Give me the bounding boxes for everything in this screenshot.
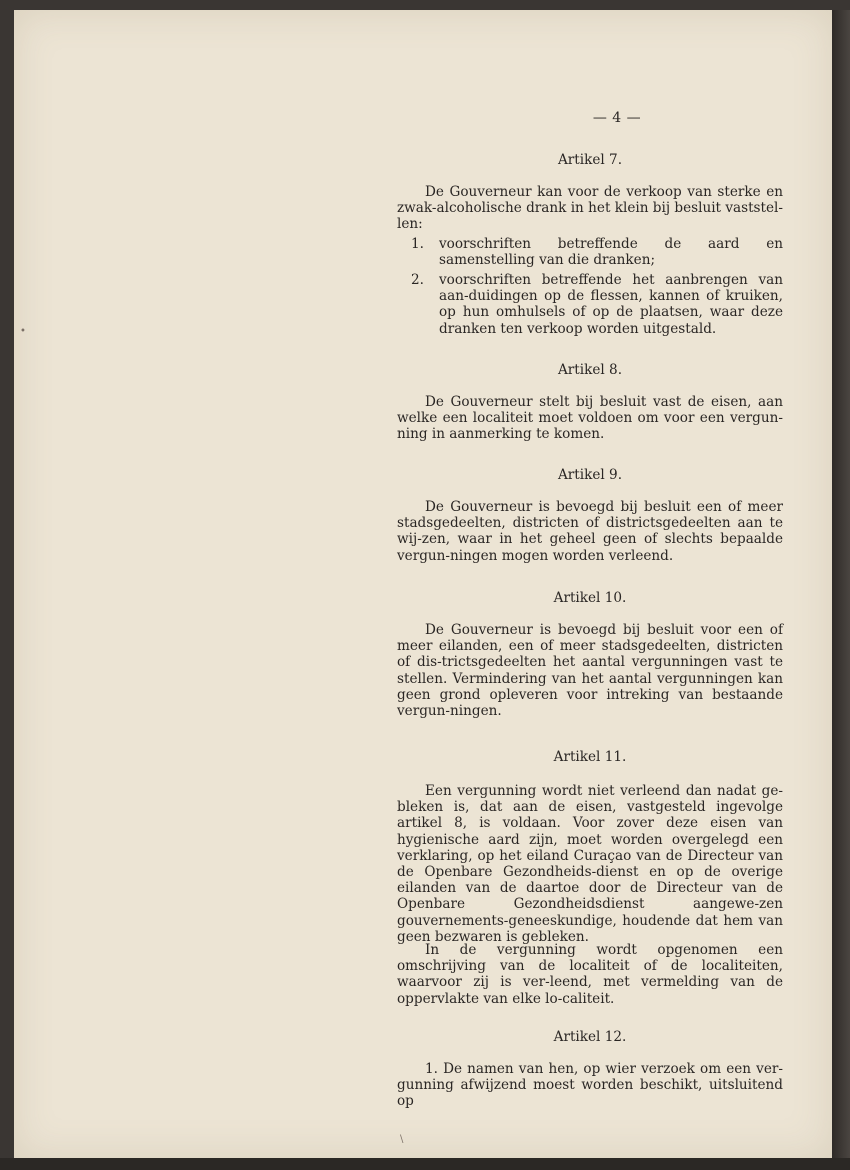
- article-7-item-1: [397, 236, 783, 268]
- page-number: — 4 —: [592, 110, 642, 126]
- article-10-text: De Gouverneur is bevoegd bij besluit voor een of meer eilanden, een of meer stadsgedeelten, districten of dis-trictsgedeelten het aantal vergunningen vast te stellen. Vermindering van het aantal vergunningen kan geen grond opleveren voor intreking van bestaande vergun-ningen.: [397, 622, 783, 720]
- article-9-heading: Artikel 9.: [557, 467, 623, 483]
- page-edge-right: [832, 10, 850, 1158]
- article-12-heading: Artikel 12.: [553, 1029, 627, 1045]
- article-8-text: De Gouverneur stelt bij besluit vast de eisen, aan welke een localiteit moet voldoen om voor een vergun-ning in aanmerking te komen.: [397, 394, 783, 443]
- article-11-heading: Artikel 11.: [553, 749, 627, 765]
- article-7-heading: Artikel 7.: [557, 152, 623, 168]
- document-page: [14, 10, 832, 1158]
- article-9-text: De Gouverneur is bevoegd bij besluit een of meer stadsgedeelten, districten of districtsgedeelten aan te wij-zen, waar in het geheel geen of slechts bepaalde vergun-ningen mogen worden verleend.: [397, 499, 783, 564]
- article-11-text-2: In de vergunning wordt opgenomen een omschrijving van de localiteit of de localiteiten, waarvoor zij is ver-leend, met vermelding van de oppervlakte van elke lo-caliteit.: [397, 942, 783, 1007]
- article-10-heading: Artikel 10.: [553, 590, 627, 606]
- margin-mark: \: [400, 1134, 404, 1145]
- item-number: 2.: [411, 272, 424, 288]
- article-7-intro: De Gouverneur kan voor de verkoop van sterke en zwak-alcoholische drank in het klein bij besluit vaststel-len:: [397, 184, 783, 233]
- article-7-item-2: [397, 272, 783, 337]
- article-8-heading: Artikel 8.: [557, 362, 623, 378]
- article-12-text: 1. De namen van hen, op wier verzoek om een ver-gunning afwijzend moest worden beschikt, uitsluitend op: [397, 1061, 783, 1110]
- item-text: voorschriften betreffende de aard en samenstelling van die dranken;: [439, 236, 783, 269]
- page-edge-bottom: [0, 1158, 850, 1170]
- item-text: voorschriften betreffende het aanbrengen van aan-duidingen op de flessen, kannen of kruiken, op hun omhulsels of op de plaatsen, waar deze dranken ten verkoop worden uitgestald.: [439, 272, 783, 337]
- article-11-text: Een vergunning wordt niet verleend dan nadat ge-bleken is, dat aan de eisen, vastgesteld ingevolge artikel 8, is voldaan. Voor zover deze eisen van hygienische aard zijn, moet worden overgelegd een verklaring, op het eiland Curaçao van de Directeur van de Openbare Gezondheids-dienst en op de overige eilanden van de daartoe door de Directeur van de Openbare Gezondheidsdienst aangewe-zen gouvernements-geneeskundige, houdende dat hem van geen bezwaren is gebleken.: [397, 783, 783, 945]
- item-number: 1.: [411, 236, 424, 252]
- margin-mark: •: [20, 326, 26, 337]
